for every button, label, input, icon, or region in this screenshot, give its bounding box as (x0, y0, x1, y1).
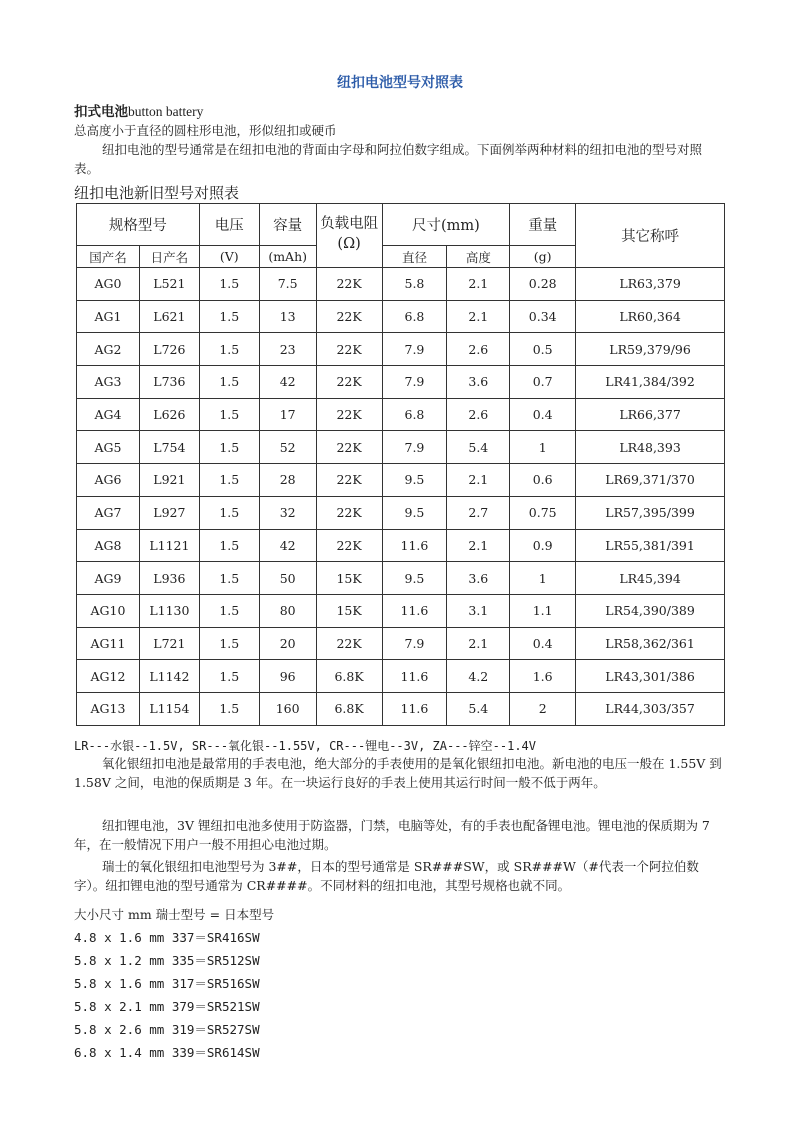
cell-diameter: 11.6 (382, 660, 447, 693)
cell-japanese: L621 (139, 300, 199, 333)
document-title: 纽扣电池型号对照表 (337, 75, 463, 91)
cell-voltage: 1.5 (199, 496, 259, 529)
table-row (77, 594, 725, 627)
header-size: 尺寸(mm) (382, 204, 510, 246)
list-item: 4.8 x 1.6 mm 337＝SR416SW (74, 930, 260, 945)
cell-weight: 0.7 (510, 366, 576, 399)
header-diameter: 直径 (382, 246, 447, 268)
cell-domestic: AG0 (77, 268, 140, 301)
cell-height: 2.1 (447, 300, 510, 333)
cell-voltage: 1.5 (199, 660, 259, 693)
cell-domestic: AG1 (77, 300, 140, 333)
cell-japanese: L1142 (139, 660, 199, 693)
header-load (316, 204, 382, 268)
cell-capacity: 42 (259, 529, 316, 562)
cell-height: 2.1 (447, 268, 510, 301)
cell-weight: 0.34 (510, 300, 576, 333)
heading-en: button battery (128, 104, 204, 119)
cell-other: LR63,379 (576, 268, 725, 301)
cell-japanese: L736 (139, 366, 199, 399)
size-list-header: 大小尺寸 mm 瑞士型号 = 日本型号 (74, 907, 275, 922)
cell-capacity: 96 (259, 660, 316, 693)
cell-japanese: L936 (139, 562, 199, 595)
cell-load: 22K (316, 268, 382, 301)
cell-height: 2.6 (447, 398, 510, 431)
cell-other: LR59,379/96 (576, 333, 725, 366)
cell-other: LR57,395/399 (576, 496, 725, 529)
cell-capacity: 80 (259, 594, 316, 627)
lithium-paragraph: 纽扣锂电池，3V 锂纽扣电池多使用于防盗器，门禁，电脑等处，有的手表也配备锂电池。锂电池的保质期为 7 年，在一般情况下用户一般不用担心电池过期。 (74, 818, 710, 852)
cell-capacity: 42 (259, 366, 316, 399)
cell-weight: 1.6 (510, 660, 576, 693)
cell-voltage: 1.5 (199, 333, 259, 366)
cell-diameter: 6.8 (382, 300, 447, 333)
cell-other: LR44,303/357 (576, 692, 725, 725)
cell-domestic: AG10 (77, 594, 140, 627)
cell-load: 15K (316, 594, 382, 627)
cell-height: 2.7 (447, 496, 510, 529)
table-row (77, 398, 725, 431)
header-weight-unit: (g) (510, 246, 576, 268)
cell-other: LR43,301/386 (576, 660, 725, 693)
cell-capacity: 20 (259, 627, 316, 660)
cell-capacity: 17 (259, 398, 316, 431)
cell-domestic: AG12 (77, 660, 140, 693)
header-capacity: 容量 (259, 204, 316, 246)
list-item: 5.8 x 2.1 mm 379＝SR521SW (74, 999, 260, 1014)
cell-diameter: 9.5 (382, 496, 447, 529)
cell-voltage: 1.5 (199, 529, 259, 562)
cell-weight: 1.1 (510, 594, 576, 627)
cell-height: 2.1 (447, 627, 510, 660)
table-row (77, 496, 725, 529)
cell-japanese: L1154 (139, 692, 199, 725)
heading-cn: 扣式电池 (74, 104, 128, 120)
cell-domestic: AG4 (77, 398, 140, 431)
cell-diameter: 5.8 (382, 268, 447, 301)
cell-voltage: 1.5 (199, 692, 259, 725)
cell-other: LR58,362/361 (576, 627, 725, 660)
header-load-label: 负载电阻 (320, 216, 379, 232)
cell-diameter: 7.9 (382, 366, 447, 399)
cell-other: LR54,390/389 (576, 594, 725, 627)
cell-weight: 1 (510, 431, 576, 464)
header-japanese: 日产名 (139, 246, 199, 268)
cell-height: 5.4 (447, 692, 510, 725)
cell-load: 22K (316, 464, 382, 497)
list-item: 5.8 x 2.6 mm 319＝SR527SW (74, 1022, 260, 1037)
cell-load: 22K (316, 366, 382, 399)
cell-capacity: 160 (259, 692, 316, 725)
table-row (77, 268, 725, 301)
cell-diameter: 9.5 (382, 562, 447, 595)
cell-load: 22K (316, 398, 382, 431)
cell-diameter: 7.9 (382, 431, 447, 464)
size-model-list (74, 903, 274, 1064)
cell-voltage: 1.5 (199, 431, 259, 464)
header-weight: 重量 (510, 204, 576, 246)
cell-other: LR41,384/392 (576, 366, 725, 399)
cell-voltage: 1.5 (199, 464, 259, 497)
cell-voltage: 1.5 (199, 562, 259, 595)
cell-other: LR60,364 (576, 300, 725, 333)
cell-domestic: AG6 (77, 464, 140, 497)
cell-domestic: AG3 (77, 366, 140, 399)
intro-paragraph-1: 总高度小于直径的圆柱形电池，形似纽扣或硬币 (74, 123, 337, 138)
cell-other: LR48,393 (576, 431, 725, 464)
table-row (77, 660, 725, 693)
cell-japanese: L1130 (139, 594, 199, 627)
table-row (77, 366, 725, 399)
cell-domestic: AG5 (77, 431, 140, 464)
cell-height: 2.6 (447, 333, 510, 366)
cell-diameter: 7.9 (382, 627, 447, 660)
header-load-unit: (Ω) (337, 236, 361, 252)
cell-capacity: 52 (259, 431, 316, 464)
cell-load: 22K (316, 627, 382, 660)
table-row (77, 333, 725, 366)
header-voltage: 电压 (199, 204, 259, 246)
cell-japanese: L921 (139, 464, 199, 497)
cell-voltage: 1.5 (199, 268, 259, 301)
cell-height: 4.2 (447, 660, 510, 693)
cell-domestic: AG11 (77, 627, 140, 660)
table-row (77, 692, 725, 725)
cell-capacity: 23 (259, 333, 316, 366)
cell-japanese: L721 (139, 627, 199, 660)
cell-height: 2.1 (447, 464, 510, 497)
header-spec: 规格型号 (77, 204, 200, 246)
header-capacity-unit: (mAh) (259, 246, 316, 268)
cell-weight: 0.6 (510, 464, 576, 497)
header-height: 高度 (447, 246, 510, 268)
cell-diameter: 7.9 (382, 333, 447, 366)
list-item: 5.8 x 1.6 mm 317＝SR516SW (74, 976, 260, 991)
cell-capacity: 32 (259, 496, 316, 529)
list-item: 5.8 x 1.2 mm 335＝SR512SW (74, 953, 260, 968)
cell-capacity: 50 (259, 562, 316, 595)
table-row (77, 464, 725, 497)
cell-weight: 1 (510, 562, 576, 595)
cell-japanese: L1121 (139, 529, 199, 562)
header-domestic: 国产名 (77, 246, 140, 268)
swiss-model-paragraph: 瑞士的氧化银纽扣电池型号为 3##，日本的型号通常是 SR###SW，或 SR###W（#代表一个阿拉伯数字）。纽扣锂电池的型号通常为 CR####。不同材料的纽扣电池，其型号规格也就不同。 (74, 859, 699, 893)
cell-load: 6.8K (316, 660, 382, 693)
cell-load: 22K (316, 431, 382, 464)
cell-diameter: 11.6 (382, 594, 447, 627)
cell-domestic: AG8 (77, 529, 140, 562)
table-row (77, 562, 725, 595)
table-row (77, 627, 725, 660)
cell-japanese: L927 (139, 496, 199, 529)
cell-voltage: 1.5 (199, 627, 259, 660)
cell-domestic: AG13 (77, 692, 140, 725)
header-voltage-unit: (V) (199, 246, 259, 268)
cell-height: 2.1 (447, 529, 510, 562)
cell-height: 3.1 (447, 594, 510, 627)
cell-capacity: 13 (259, 300, 316, 333)
cell-weight: 0.4 (510, 398, 576, 431)
cell-diameter: 11.6 (382, 692, 447, 725)
cell-load: 22K (316, 496, 382, 529)
cell-domestic: AG7 (77, 496, 140, 529)
cell-voltage: 1.5 (199, 594, 259, 627)
cell-load: 22K (316, 529, 382, 562)
list-item: 6.8 x 1.4 mm 339＝SR614SW (74, 1045, 260, 1060)
cell-voltage: 1.5 (199, 366, 259, 399)
cell-japanese: L726 (139, 333, 199, 366)
table-row (77, 529, 725, 562)
cell-height: 3.6 (447, 366, 510, 399)
table-row (77, 431, 725, 464)
header-other: 其它称呼 (576, 204, 725, 268)
cell-weight: 2 (510, 692, 576, 725)
cell-diameter: 6.8 (382, 398, 447, 431)
cell-load: 22K (316, 300, 382, 333)
cell-weight: 0.28 (510, 268, 576, 301)
cell-weight: 0.4 (510, 627, 576, 660)
cell-diameter: 9.5 (382, 464, 447, 497)
cell-other: LR69,371/370 (576, 464, 725, 497)
cell-load: 6.8K (316, 692, 382, 725)
cell-japanese: L754 (139, 431, 199, 464)
cell-diameter: 11.6 (382, 529, 447, 562)
cell-weight: 0.5 (510, 333, 576, 366)
cell-japanese: L521 (139, 268, 199, 301)
cell-other: LR66,377 (576, 398, 725, 431)
silver-oxide-paragraph: 氧化银纽扣电池是最常用的手表电池，绝大部分的手表使用的是氧化银纽扣电池。新电池的电压一般在 1.55V 到 1.58V 之间，电池的保质期是 3 年。在一块运行良好的手表上使用其运行时间一般不低于两年。 (74, 756, 722, 790)
cell-voltage: 1.5 (199, 300, 259, 333)
cell-japanese: L626 (139, 398, 199, 431)
table-title: 纽扣电池新旧型号对照表 (74, 184, 240, 202)
cell-domestic: AG2 (77, 333, 140, 366)
cell-height: 5.4 (447, 431, 510, 464)
intro-paragraph-2: 纽扣电池的型号通常是在纽扣电池的背面由字母和阿拉伯数字组成。下面例举两种材料的纽扣电池的型号对照表。 (74, 142, 703, 176)
battery-spec-table (76, 203, 725, 726)
cell-height: 3.6 (447, 562, 510, 595)
cell-weight: 0.75 (510, 496, 576, 529)
table-row (77, 300, 725, 333)
battery-type-legend: LR---水银--1.5V, SR---氧化银--1.55V, CR---锂电--3V, ZA---锌空--1.4V (74, 739, 537, 753)
cell-weight: 0.9 (510, 529, 576, 562)
cell-other: LR55,381/391 (576, 529, 725, 562)
cell-other: LR45,394 (576, 562, 725, 595)
section-heading (74, 100, 203, 120)
cell-load: 22K (316, 333, 382, 366)
cell-capacity: 7.5 (259, 268, 316, 301)
cell-capacity: 28 (259, 464, 316, 497)
cell-load: 15K (316, 562, 382, 595)
cell-domestic: AG9 (77, 562, 140, 595)
cell-voltage: 1.5 (199, 398, 259, 431)
